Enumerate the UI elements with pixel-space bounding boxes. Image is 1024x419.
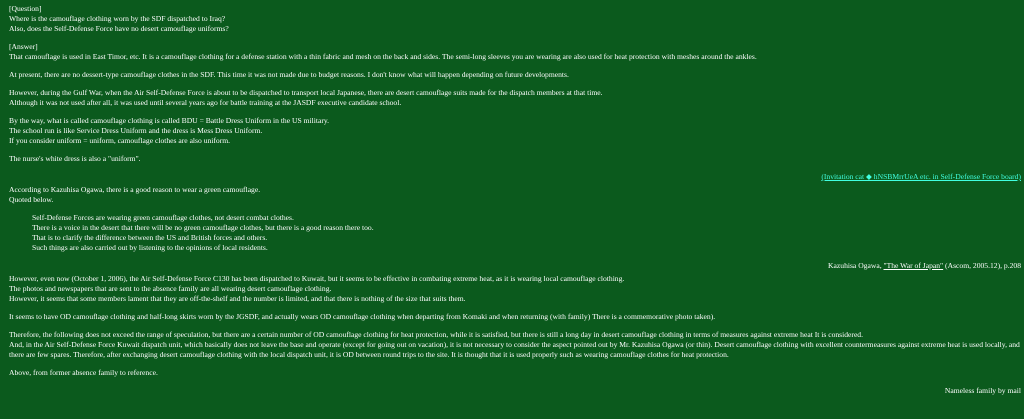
spacer bbox=[9, 108, 1021, 116]
question-label: [Question] bbox=[9, 4, 42, 13]
blockquote bbox=[9, 213, 1021, 253]
citation-tail: (Ascom, 2005.12), p.208 bbox=[943, 261, 1021, 270]
spacer bbox=[9, 80, 1021, 88]
spacer bbox=[9, 62, 1021, 70]
spacer bbox=[9, 253, 1021, 261]
signature: Nameless family by mail bbox=[944, 386, 1021, 395]
spacer bbox=[9, 304, 1021, 312]
ogawa-section bbox=[9, 185, 1021, 271]
followup-paragraph-4: Above, from former absence family to reference. bbox=[9, 368, 158, 377]
spacer bbox=[9, 378, 1021, 386]
answer-paragraph-2: At present, there are no dessert-type camouflage clothes in the SDF. This time it was not made due to budget reasons. I don't know what will happen depending on future developments. bbox=[9, 70, 569, 79]
answer-paragraph-4-line-3: If you consider uniform = uniform, camouflage clothes are also uniform. bbox=[9, 136, 231, 145]
followup-section bbox=[9, 274, 1021, 396]
answer-paragraph-3-line-1: However, during the Gulf War, when the Air Self-Defense Force is about to be dispatched to transport local Japanese, there are desert camouflage suits made for the dispatch members at that time. bbox=[9, 88, 603, 97]
answer-label: [Answer] bbox=[9, 42, 38, 51]
answer-paragraph-5: The nurse's white dress is also a "uniform". bbox=[9, 154, 141, 163]
document-body bbox=[9, 4, 1021, 396]
citation-author: Kazuhisa Ogawa, bbox=[828, 261, 884, 270]
spacer bbox=[9, 322, 1021, 330]
quote-citation bbox=[9, 261, 1021, 271]
followup-paragraph-1-line-2: The photos and newspapers that are sent to the absence family are all wearing desert camouflage clothing. bbox=[9, 284, 332, 293]
spacer bbox=[9, 146, 1021, 154]
source-link[interactable]: (Invitation cat ◆ hNSBMrrUeA etc. in Self-Defense Force board) bbox=[821, 172, 1021, 181]
answer-source bbox=[9, 172, 1021, 182]
quote-line-3: That is to clarify the difference between the US and British forces and others. bbox=[32, 233, 268, 242]
followup-paragraph-1-line-3: However, it seems that some members lament that they are off-the-shelf and the number is limited, and that there is nothing of the size that suits them. bbox=[9, 294, 466, 303]
question-section bbox=[9, 4, 1021, 34]
citation-title-link[interactable]: "The War of Japan" bbox=[883, 261, 944, 270]
followup-paragraph-2: It seems to have OD camouflage clothing and half-long skirts worn by the JGSDF, and actually wears OD camouflage clothing when departing from Komaki and when returning (with family) There is a commemorative photo taken). bbox=[9, 312, 716, 321]
answer-paragraph-4-line-2: The school run is like Service Dress Uniform and the dress is Mess Dress Uniform. bbox=[9, 126, 263, 135]
answer-paragraph-4-line-1: By the way, what is called camouflage clothing is called BDU = Battle Dress Uniform in the US military. bbox=[9, 116, 330, 125]
spacer bbox=[9, 34, 1021, 42]
followup-paragraph-1-line-1: However, even now (October 1, 2006), the Air Self-Defense Force C130 has been dispatched to Kuwait, but it seems to be effective in combating extreme heat, as it is wearing local camouflage clothing. bbox=[9, 274, 625, 283]
spacer bbox=[9, 164, 1021, 172]
ogawa-intro-line-1: According to Kazuhisa Ogawa, there is a good reason to wear a green camouflage. bbox=[9, 185, 261, 194]
spacer bbox=[9, 360, 1021, 368]
followup-paragraph-3-line-1: Therefore, the following does not exceed the range of speculation, but there are a certain number of OD camouflage clothing for heat protection, while it is satisfied, but there is still a long day in desert camouflage clothing in terms of measures against extreme heat It is considered. bbox=[9, 330, 864, 339]
ogawa-intro-line-2: Quoted below. bbox=[9, 195, 54, 204]
question-line-1: Where is the camouflage clothing worn by the SDF dispatched to Iraq? bbox=[9, 14, 226, 23]
answer-section bbox=[9, 42, 1021, 182]
quote-line-2: There is a voice in the desert that there will be no green camouflage clothes, but there is a good reason there too. bbox=[32, 223, 374, 232]
quote-line-1: Self-Defense Forces are wearing green camouflage clothes, not desert combat clothes. bbox=[32, 213, 294, 222]
answer-paragraph-1: That camouflage is used in East Timor, etc. It is a camouflage clothing for a defense station with a thin fabric and mesh on the back and sides. The semi-long sleeves you are wearing are also used for heat protection with meshes around the ankles. bbox=[9, 52, 757, 61]
quote-line-4: Such things are also carried out by listening to the opinions of local residents. bbox=[32, 243, 268, 252]
question-line-2: Also, does the Self-Defense Force have no desert camouflage uniforms? bbox=[9, 24, 229, 33]
followup-paragraph-3-line-2: And, in the Air Self-Defense Force Kuwait dispatch unit, which basically does not leave the base and operate (except for going out on vacation), it is not necessary to consider the aspect pointed out by Mr. Kazuhisa Ogawa (or thin). Desert camouflage clothing with excellent countermeasures against extreme heat is used locally, and there are few spares. Therefore, after exchanging desert camouflage clothing with the local dispatch unit, it is OD between round trips to the site. It is thought that it is used properly such as wearing camouflage clothes for heat protection. bbox=[9, 340, 1020, 359]
answer-paragraph-3-line-2: Although it was not used after all, it was used until several years ago for battle training at the JASDF executive candidate school. bbox=[9, 98, 402, 107]
spacer bbox=[9, 205, 1021, 213]
